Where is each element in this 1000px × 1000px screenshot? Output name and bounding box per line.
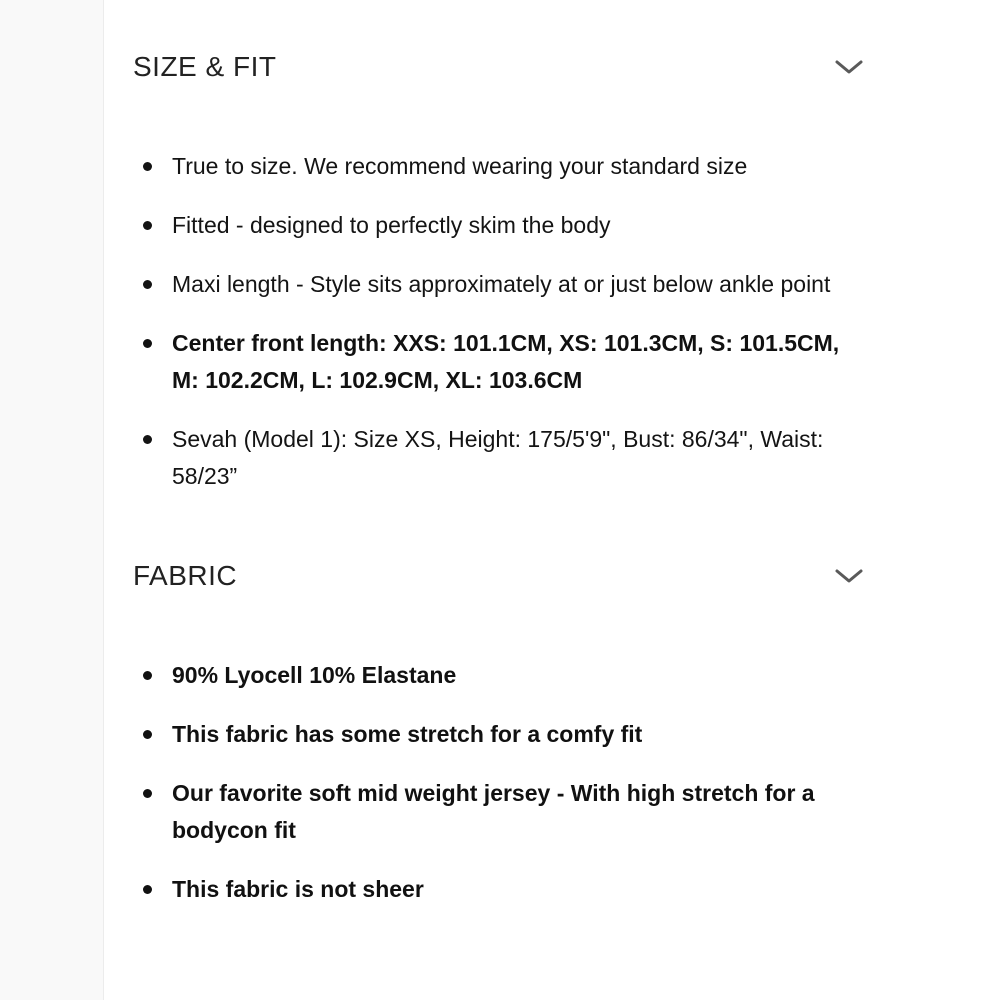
product-details-panel [104,0,1000,1000]
list-item-text: This fabric is not sheer [172,876,424,902]
list-item [133,207,863,244]
bullet-dot [143,339,152,348]
list-item [133,716,863,753]
bullet-dot [143,730,152,739]
list-item-text: Maxi length - Style sits approximately at or just below ankle point [172,271,831,297]
list-item [133,148,863,185]
section-title: SIZE & FIT [133,51,277,82]
bullet-dot [143,221,152,230]
section-size-fit [104,50,1000,495]
bullet-dot [143,162,152,171]
list-item-text: This fabric has some stretch for a comfy fit [172,721,643,747]
list-item [133,266,863,303]
list-item [133,325,863,399]
bullet-dot [143,885,152,894]
list-item-text: Sevah (Model 1): Size XS, Height: 175/5'9", Bust: 86/34", Waist: 58/23” [172,426,824,489]
bullet-dot [143,280,152,289]
list-item-text: Fitted - designed to perfectly skim the body [172,212,611,238]
bullet-dot [143,789,152,798]
section-fabric [104,559,1000,908]
bullet-dot [143,671,152,680]
fabric-list [133,657,863,908]
section-title: FABRIC [133,560,238,591]
list-item [133,657,863,694]
page-gutter [0,0,104,1000]
list-item [133,421,863,495]
accordion-header-fabric[interactable] [133,559,863,593]
bullet-dot [143,435,152,444]
size-fit-list [133,148,863,495]
list-item-text: True to size. We recommend wearing your standard size [172,153,748,179]
list-item [133,775,863,849]
list-item [133,871,863,908]
list-item-text: Our favorite soft mid weight jersey - With high stretch for a bodycon fit [172,780,815,843]
chevron-down-icon [835,568,863,584]
list-item-text: Center front length: XXS: 101.1CM, XS: 101.3CM, S: 101.5CM, M: 102.2CM, L: 102.9CM, XL: 103.6CM [172,330,840,393]
accordion-header-size-fit[interactable] [133,50,863,84]
list-item-text: 90% Lyocell 10% Elastane [172,662,457,688]
chevron-down-icon [835,59,863,75]
